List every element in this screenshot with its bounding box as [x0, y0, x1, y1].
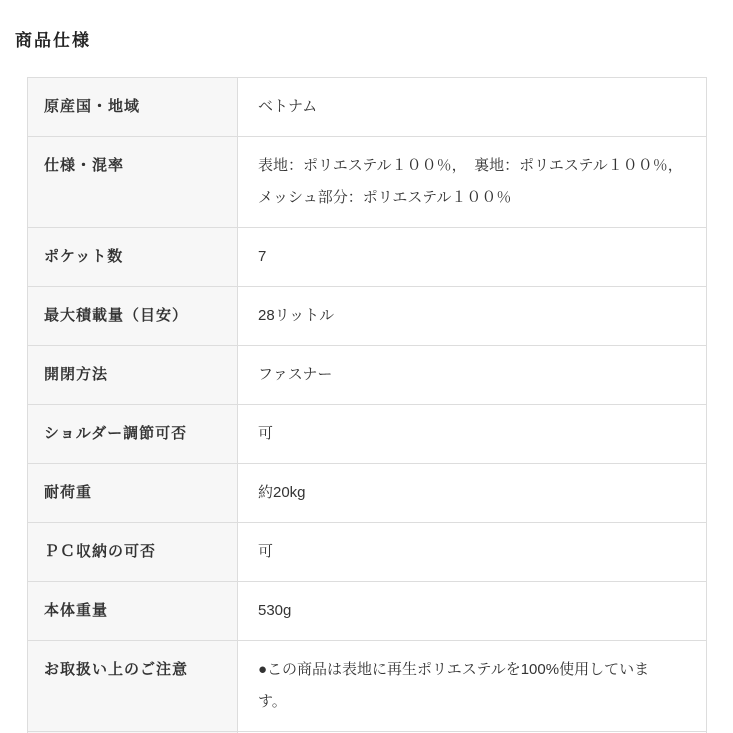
- spec-value-line: ベトナム: [258, 98, 318, 115]
- table-row: [28, 78, 707, 137]
- spec-value-line: 530g: [258, 602, 292, 619]
- section-title: 商品仕様: [15, 31, 91, 50]
- spec-value-cell: [238, 228, 707, 287]
- spec-label-cell: 原産国・地域: [28, 78, 238, 137]
- spec-value-line: 表地：ポリエステル１００％， 裏地：ポリエステル１００％，: [258, 157, 683, 174]
- table-row: [28, 228, 707, 287]
- table-row: [28, 137, 707, 228]
- spec-value-cell: [238, 405, 707, 464]
- table-row: [28, 287, 707, 346]
- spec-value-line: 7: [258, 248, 267, 265]
- spec-value-line: す。: [258, 693, 287, 710]
- spec-table-body: [28, 78, 707, 733]
- spec-value-line: メッシュ部分：ポリエステル１００％: [258, 189, 512, 206]
- spec-value-line: ファスナー: [258, 366, 333, 383]
- spec-label-cell: 最大積載量（目安）: [28, 287, 238, 346]
- spec-value-cell: [238, 287, 707, 346]
- spec-value-cell: [238, 78, 707, 137]
- spec-value-line: 約20kg: [258, 484, 306, 501]
- spec-label-cell: 耐荷重: [28, 464, 238, 523]
- table-row: [28, 582, 707, 641]
- spec-value-line: 可: [258, 425, 274, 442]
- table-row: [28, 405, 707, 464]
- spec-value-cell: [238, 523, 707, 582]
- spec-label-cell: 本体重量: [28, 582, 238, 641]
- spec-label-cell: ショルダー調節可否: [28, 405, 238, 464]
- spec-table: [27, 77, 707, 733]
- spec-label-cell: ＰＣ収納の可否: [28, 523, 238, 582]
- spec-label-cell: お取扱い上のご注意: [28, 641, 238, 732]
- spec-value-cell: [238, 137, 707, 228]
- spec-value-cell: [238, 582, 707, 641]
- spec-value-line: 可: [258, 543, 274, 560]
- table-row: [28, 464, 707, 523]
- spec-value-cell: [238, 464, 707, 523]
- spec-value-line: 28リットル: [258, 307, 335, 324]
- table-row: [28, 523, 707, 582]
- table-row: [28, 641, 707, 732]
- spec-label-cell: 仕様・混率: [28, 137, 238, 228]
- spec-value-cell: [238, 346, 707, 405]
- table-row: [28, 346, 707, 405]
- spec-label-cell: ポケット数: [28, 228, 238, 287]
- spec-label-cell: 開閉方法: [28, 346, 238, 405]
- spec-value-line: ●この商品は表地に再生ポリエステルを100%使用していま: [258, 661, 650, 678]
- spec-value-cell: [238, 641, 707, 732]
